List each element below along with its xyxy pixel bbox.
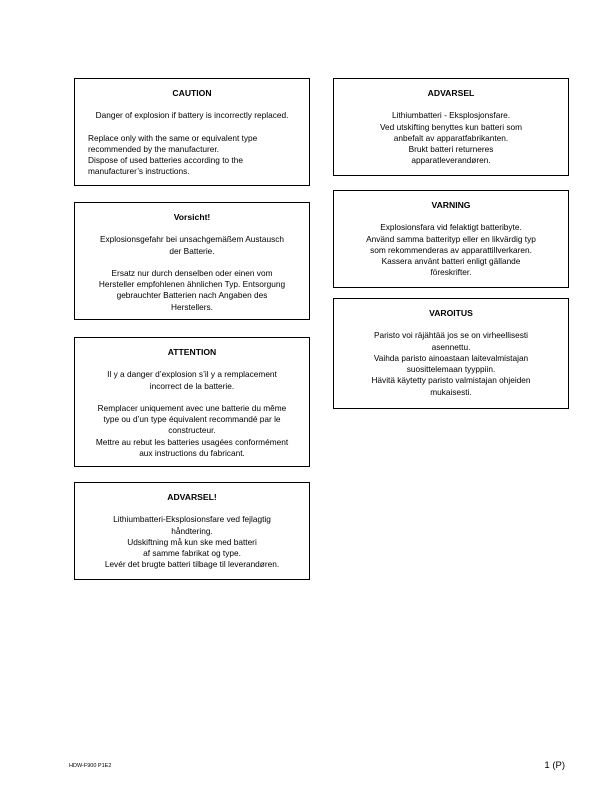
caution-line-5: manufacturer’s instructions. bbox=[88, 166, 190, 177]
varoitus-line-2: asennettu. bbox=[431, 341, 471, 352]
attention-line-2: incorrect de la batterie. bbox=[149, 380, 235, 391]
advarsel-no-line-3: anbefalt av apparatfabrikanten. bbox=[393, 132, 509, 143]
advarsel-da-line-1: Lithiumbatteri-Eksplosionsfare ved fejlagtig bbox=[113, 514, 271, 525]
varoitus-line-1: Paristo voi räjähtää jos se on virheellisesti bbox=[373, 330, 529, 341]
advarsel-no-title: ADVARSEL bbox=[427, 88, 475, 98]
advarsel-no-line-5: apparatleverandøren. bbox=[411, 155, 491, 166]
attention-line-4: type ou d’un type équivalent recommandé par le bbox=[103, 414, 281, 425]
varning-line-1: Explosionsfara vid felaktigt batteribyte. bbox=[380, 222, 522, 233]
vorsicht-line-3: Ersatz nur durch denselben oder einen vom bbox=[111, 267, 273, 278]
vorsicht-notice-de bbox=[74, 202, 310, 320]
caution-line-2: Replace only with the same or equivalent type bbox=[88, 132, 258, 143]
advarsel-da-title: ADVARSEL! bbox=[167, 492, 217, 502]
advarsel-no-line-4: Brukt batteri returneres bbox=[408, 144, 494, 155]
varning-notice-sv bbox=[333, 190, 569, 288]
advarsel-da-line-5: Levér det brugte batteri tilbage til leverandøren. bbox=[104, 559, 280, 570]
attention-line-6: Mettre au rebut les batteries usagées conformément bbox=[95, 436, 289, 447]
vorsicht-line-4: Hersteller empfohlenen ähnlichen Typ. Entsorgung bbox=[98, 279, 286, 290]
caution-line-1: Danger of explosion if battery is incorrectly replaced. bbox=[95, 110, 289, 121]
varoitus-line-5: Hävitä käytetty paristo valmistajan ohjeiden bbox=[371, 375, 531, 386]
advarsel-da-line-3: Udskiftning må kun ske med batteri bbox=[127, 536, 257, 547]
attention-notice-fr bbox=[74, 337, 310, 467]
varning-line-5: föreskrifter. bbox=[430, 267, 472, 278]
varning-line-3: som rekommenderas av apparattillverkaren. bbox=[370, 244, 532, 255]
vorsicht-title: Vorsicht! bbox=[173, 212, 211, 222]
document-id: HDW-F900 P1E2 bbox=[69, 763, 112, 769]
advarsel-notice-no bbox=[333, 78, 569, 176]
attention-title: ATTENTION bbox=[167, 347, 217, 357]
advarsel-notice-da bbox=[74, 482, 310, 580]
attention-line-7: aux instructions du fabricant. bbox=[139, 448, 245, 459]
varning-title: VARNING bbox=[431, 200, 471, 210]
vorsicht-line-2: der Batterie. bbox=[169, 245, 215, 256]
caution-notice-en bbox=[74, 78, 310, 186]
varoitus-notice-fi bbox=[333, 298, 569, 409]
varoitus-line-4: suosittelemaan tyyppiin. bbox=[406, 364, 496, 375]
caution-line-4: Dispose of used batteries according to the bbox=[88, 155, 243, 166]
vorsicht-line-5: gebrauchter Batterien nach Angaben des bbox=[116, 290, 268, 301]
advarsel-da-line-4: af samme fabrikat og type. bbox=[143, 548, 241, 559]
attention-line-1: Il y a danger d’explosion s’il y a remplacement bbox=[107, 369, 277, 380]
varoitus-line-6: mukaisesti. bbox=[430, 386, 472, 397]
vorsicht-line-1: Explosionsgefahr bei unsachgemäßem Austausch bbox=[99, 234, 285, 245]
caution-title: CAUTION bbox=[172, 88, 212, 98]
caution-line-3: recommended by the manufacturer. bbox=[88, 143, 219, 154]
varning-line-2: Använd samma batterityp eller en likvärdig typ bbox=[366, 233, 536, 244]
advarsel-no-line-2: Ved utskifting benyttes kun batteri som bbox=[379, 121, 523, 132]
advarsel-da-line-2: håndtering. bbox=[171, 525, 213, 536]
attention-line-5: constructeur. bbox=[168, 425, 216, 436]
attention-line-3: Remplacer uniquement avec une batterie du même bbox=[97, 402, 287, 413]
advarsel-no-line-1: Lithiumbatteri - Eksplosjonsfare. bbox=[391, 110, 511, 121]
varoitus-line-3: Vaihda paristo ainoastaan laitevalmistajan bbox=[373, 352, 529, 363]
page-number: 1 (P) bbox=[544, 760, 565, 771]
vorsicht-line-6: Herstellers. bbox=[171, 301, 213, 312]
varoitus-title: VAROITUS bbox=[429, 308, 473, 318]
varning-line-4: Kassera använt batteri enligt gällande bbox=[381, 256, 521, 267]
